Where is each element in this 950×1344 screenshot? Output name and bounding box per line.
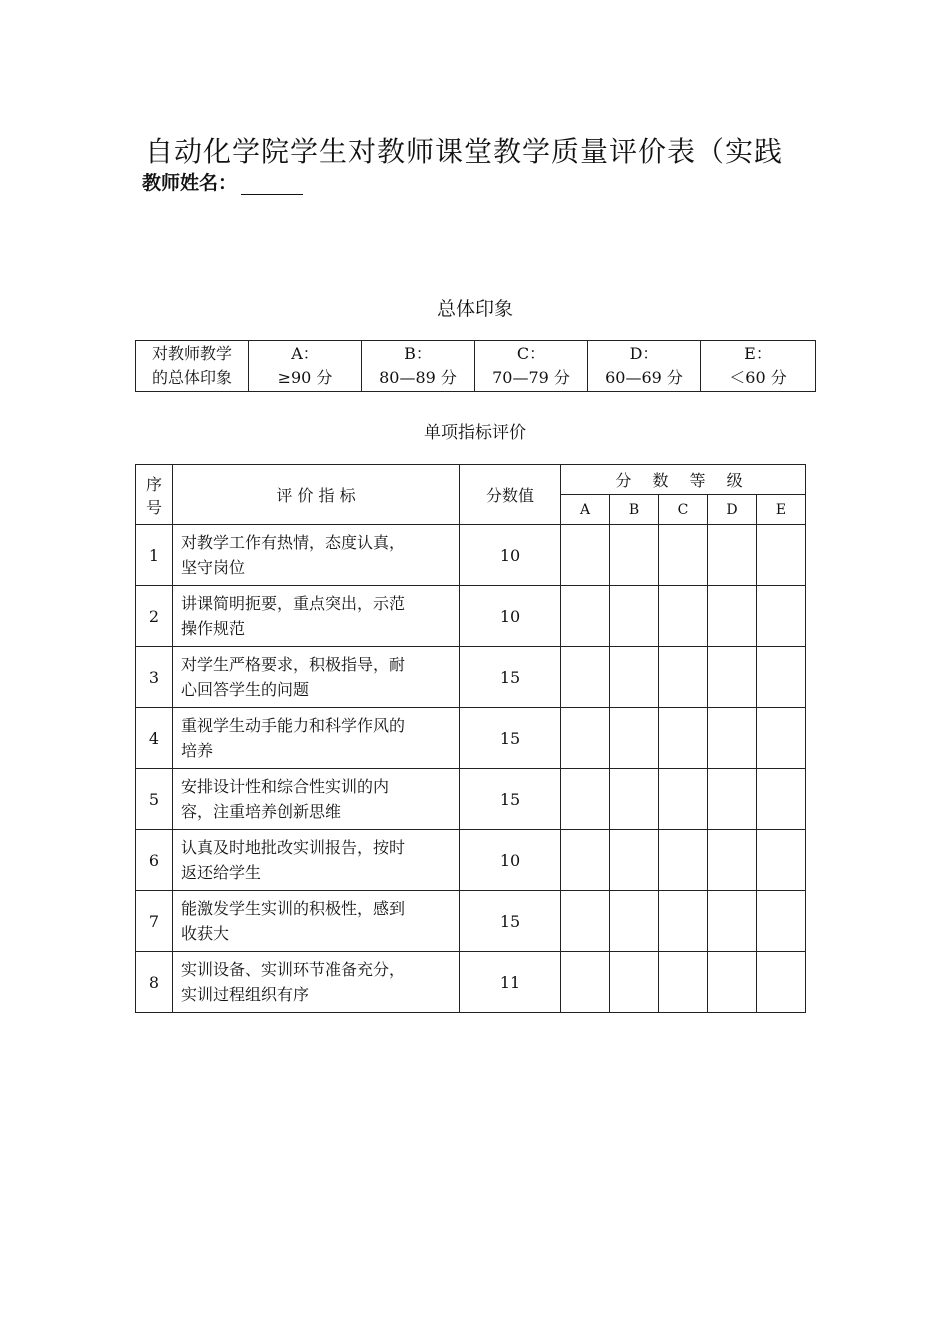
grade-cell-e[interactable] [757,586,806,647]
indicator-rows [136,525,806,1013]
indicator-text-line1: 重视学生动手能力和科学作风的 [181,716,406,735]
grade-option-a[interactable] [249,341,362,392]
indicator-text-line1: 能激发学生实训的积极性，感到 [181,899,406,918]
indicator-text-line1: 安排设计性和综合性实训的内 [181,777,390,796]
grade-cell-e[interactable] [757,952,806,1013]
grade-cell-a[interactable] [561,708,610,769]
grade-cell-e[interactable] [757,891,806,952]
grade-option-c[interactable] [475,341,588,392]
grade-cell-c[interactable] [659,708,708,769]
grade-cell-c[interactable] [659,769,708,830]
document-title: 自动化学院学生对教师课堂教学质量评价表（实践 [145,135,784,168]
indicator-text-line1: 对教学工作有热情，态度认真， [181,533,406,552]
table-row [136,647,806,708]
indicator-score: 15 [460,891,561,952]
indicator-description [173,525,460,586]
indicator-text-line2: 心回答学生的问题 [181,680,310,699]
indicator-description [173,769,460,830]
grade-cell-b[interactable] [610,769,659,830]
indicators-section-title: 单项指标评价 [424,423,526,443]
indicator-text-line2: 实训过程组织有序 [181,985,310,1004]
indicator-score: 15 [460,708,561,769]
indicator-description [173,708,460,769]
indicator-evaluation-table [135,464,806,1013]
header-grade-d: D [708,495,757,525]
grade-cell-d[interactable] [708,525,757,586]
header-grade-b: B [610,495,659,525]
grade-cell-a[interactable] [561,769,610,830]
grade-cell-c[interactable] [659,891,708,952]
grade-cell-e[interactable] [757,830,806,891]
grade-cell-b[interactable] [610,647,659,708]
indicator-score: 10 [460,525,561,586]
header-seq [136,465,173,525]
indicator-text-line1: 讲课简明扼要，重点突出，示范 [181,594,406,613]
table-row [136,525,806,586]
indicator-description [173,830,460,891]
header-seq-line2: 号 [145,497,162,517]
indicator-text-line2: 操作规范 [181,619,246,638]
indicator-text-line2: 坚守岗位 [181,558,246,577]
grade-cell-a[interactable] [561,525,610,586]
grade-cell-a[interactable] [561,647,610,708]
grade-cell-e[interactable] [757,525,806,586]
grade-cell-d[interactable] [708,769,757,830]
grade-letter: D： [629,344,659,363]
overall-impression-table [135,340,816,392]
header-grade-c: C [659,495,708,525]
indicator-score: 15 [460,647,561,708]
row-number: 3 [136,647,173,708]
grade-option-d[interactable] [588,341,701,392]
grade-range: ≥90 分 [277,368,333,387]
grade-cell-a[interactable] [561,952,610,1013]
grade-letter: C： [516,344,546,363]
grade-cell-b[interactable] [610,586,659,647]
grade-range: 80—89 分 [379,368,457,387]
grade-letter: E： [744,344,772,363]
overall-row-label [136,341,249,392]
overall-row [136,341,816,392]
header-indicator: 评 价 指 标 [173,465,460,525]
table-row [136,769,806,830]
grade-option-e[interactable] [701,341,816,392]
indicator-text-line2: 收获大 [181,924,230,943]
grade-cell-c[interactable] [659,952,708,1013]
table-row [136,830,806,891]
indicator-text-line1: 实训设备、实训环节准备充分， [181,960,406,979]
grade-letter: B： [404,344,432,363]
grade-cell-c[interactable] [659,830,708,891]
indicator-description [173,952,460,1013]
row-number: 4 [136,708,173,769]
indicator-text-line1: 认真及时地批改实训报告，按时 [181,838,406,857]
table-row [136,952,806,1013]
indicator-text-line2: 培养 [181,741,214,760]
grade-cell-d[interactable] [708,586,757,647]
grade-option-b[interactable] [362,341,475,392]
grade-cell-e[interactable] [757,769,806,830]
grade-cell-b[interactable] [610,891,659,952]
indicator-text-line1: 对学生严格要求，积极指导，耐 [181,655,406,674]
header-score: 分数值 [460,465,561,525]
row-number: 1 [136,525,173,586]
grade-cell-b[interactable] [610,708,659,769]
header-seq-line1: 序 [145,474,162,494]
grade-range: 70—79 分 [492,368,570,387]
table-row [136,586,806,647]
grade-cell-c[interactable] [659,525,708,586]
teacher-name-line [142,168,303,195]
overall-label-line1: 对教师教学 [151,344,232,363]
header-grade-group: 分 数 等 级 [561,465,806,495]
grade-cell-e[interactable] [757,647,806,708]
header-grade-e: E [757,495,806,525]
row-number: 8 [136,952,173,1013]
grade-range: ＜60 分 [729,368,787,387]
teacher-name-label: 教师姓名： [142,172,238,194]
grade-cell-d[interactable] [708,952,757,1013]
overall-section-title: 总体印象 [436,298,513,320]
indicator-score: 10 [460,586,561,647]
grade-letter: A： [291,344,319,363]
grade-cell-a[interactable] [561,830,610,891]
overall-label-line2: 的总体印象 [151,368,232,387]
grade-cell-d[interactable] [708,830,757,891]
indicator-text-line2: 容，注重培养创新思维 [181,802,342,821]
row-number: 2 [136,586,173,647]
header-grade-a: A [561,495,610,525]
grade-cell-a[interactable] [561,586,610,647]
grade-cell-d[interactable] [708,647,757,708]
grade-cell-b[interactable] [610,952,659,1013]
indicator-text-line2: 返还给学生 [181,863,262,882]
grade-cell-c[interactable] [659,647,708,708]
indicator-score: 15 [460,769,561,830]
indicator-description [173,891,460,952]
indicator-description [173,647,460,708]
grade-cell-b[interactable] [610,830,659,891]
row-number: 6 [136,830,173,891]
grade-cell-c[interactable] [659,586,708,647]
row-number: 5 [136,769,173,830]
grade-cell-a[interactable] [561,891,610,952]
row-number: 7 [136,891,173,952]
table-row [136,891,806,952]
teacher-name-blank[interactable] [241,174,303,195]
indicator-description [173,586,460,647]
grade-cell-d[interactable] [708,891,757,952]
grade-range: 60—69 分 [605,368,683,387]
table-row [136,708,806,769]
grade-cell-b[interactable] [610,525,659,586]
grade-cell-d[interactable] [708,708,757,769]
indicator-score: 10 [460,830,561,891]
table-header-row [136,465,806,495]
grade-cell-e[interactable] [757,708,806,769]
indicator-score: 11 [460,952,561,1013]
